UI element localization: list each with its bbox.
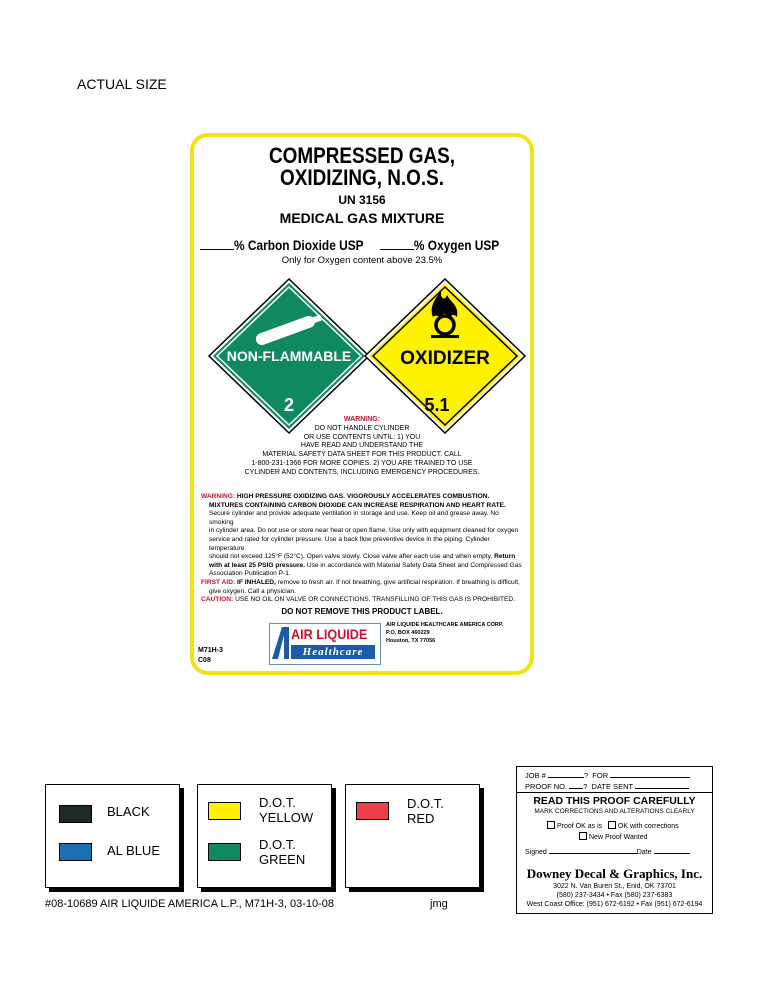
black-swatch — [59, 805, 92, 823]
swatch-card-1 — [45, 784, 180, 888]
warning-bold1: HIGH PRESSURE OXIDIZING GAS. VIGOROUSLY ACCELERATES COMBUSTION. — [236, 493, 490, 500]
warning-bold2: MIXTURES CONTAINING CARBON DIOXIDE CAN INCREASE RESPIRATION AND HEART RATE. — [209, 501, 506, 509]
proof-options: Proof OK as is OK with corrections — [547, 821, 679, 830]
swatch-card-3 — [345, 784, 480, 888]
gas-label — [190, 133, 534, 675]
dot-red-swatch — [356, 802, 389, 820]
address-line: P.O. BOX 460229 — [386, 630, 430, 636]
oxidizer-diamond — [365, 279, 525, 433]
new-proof-checkbox[interactable] — [579, 832, 587, 840]
date-field[interactable] — [654, 853, 690, 854]
handling-warning-line: DO NOT HANDLE CYLINDER — [314, 424, 410, 432]
first-aid-text: remove to fresh air. If not breathing, give artificial respiration. If breathing is difficult, — [277, 578, 520, 586]
warning-return: Return — [494, 553, 516, 561]
o2-blank — [380, 249, 414, 250]
job-footer-note: #08-10689 AIR LIQUIDE AMERICA L.P., M71H-3, 03-10-08 — [45, 898, 335, 910]
al-blue-label: AL BLUE — [107, 843, 160, 858]
caution-label: CAUTION: — [201, 596, 234, 604]
air-liquide-mark-icon — [272, 627, 289, 659]
warning-text: Use in accordance with Material Safety Data Sheet and Compressed Gas — [306, 561, 522, 569]
job-line: JOB # ? FOR — [525, 771, 690, 780]
label-subtitle: MEDICAL GAS MIXTURE — [279, 210, 445, 226]
warning-label: WARNING: — [201, 493, 236, 500]
hazard-statements — [201, 493, 523, 605]
air-liquide-logo — [269, 623, 379, 663]
swatch-card-2 — [197, 784, 332, 888]
warning-text: Association Publication P-1. — [209, 570, 291, 578]
logo-brand: AIR LIQUIDE — [291, 626, 368, 642]
un-number: UN 3156 — [338, 193, 386, 207]
proof-ok-checkbox[interactable] — [547, 821, 555, 829]
oxidizer-text: OXIDIZER — [400, 348, 490, 369]
black-label: BLACK — [107, 804, 150, 819]
label-revision: C08 — [198, 657, 211, 664]
dot-red-label: D.O.T. RED — [407, 796, 444, 826]
actual-size-note: ACTUAL SIZE — [77, 76, 167, 92]
proof-company-address: 3022 N. Van Buren St., Enid, OK 73701 (580) 237-3434 • Fax (580) 237-6383 West Coast Office: (951) 672-6192 • Fax (951) 672-6194 — [526, 883, 703, 908]
dot-green-swatch — [208, 843, 241, 861]
o2-text: % Oxygen USP — [413, 237, 500, 253]
proof-title: READ THIS PROOF CAREFULLY — [533, 795, 696, 807]
al-blue-swatch — [59, 843, 92, 861]
ok-corrections-checkbox[interactable] — [608, 821, 616, 829]
oxygen-note: Only for Oxygen content above 23.5% — [281, 255, 443, 266]
manufacturer-address — [386, 621, 503, 645]
warning-text: should not exceed 125°F (52°C). Open valve slowly. Close valve after each use and when empty. — [209, 553, 493, 561]
label-title-line1: COMPRESSED GAS, — [268, 143, 456, 168]
first-aid-bold: IF INHALED, — [237, 578, 276, 586]
new-proof-option: New Proof Wanted — [579, 832, 648, 841]
label-code: M71H-3 — [198, 647, 223, 654]
handling-warning-line: MATERIAL SAFETY DATA SHEET FOR THIS PRODUCT. CALL — [262, 451, 462, 459]
class-2-number: 2 — [283, 395, 295, 415]
warning-text: service and rated for cylinder pressure. Use a back flow preventive device in the piping. Cylinder temperature — [209, 535, 490, 552]
first-aid-text2: give oxygen. Call a physician. — [209, 587, 296, 595]
address-line: AIR LIQUIDE HEALTHCARE AMERICA CORP. — [386, 622, 504, 628]
handling-warning-line: 1-800-231-1366 FOR MORE COPIES. 2) YOU ARE TRAINED TO USE — [251, 459, 473, 467]
handling-warning-heading: WARNING: — [343, 416, 381, 423]
dot-yellow-label: D.O.T. YELLOW — [259, 795, 314, 825]
handling-warning-line: HAVE READ AND UNDERSTAND THE — [300, 442, 424, 450]
proof-company-name: Downey Decal & Graphics, Inc. — [526, 866, 703, 881]
do-not-remove-notice: DO NOT REMOVE THIS PRODUCT LABEL. — [281, 607, 443, 616]
dot-green-label: D.O.T. GREEN — [259, 837, 306, 867]
percent-row — [200, 237, 500, 253]
co2-blank — [200, 249, 234, 250]
handling-warning — [194, 416, 530, 478]
operator-initials: jmg — [430, 898, 448, 910]
non-flammable-diamond — [209, 279, 369, 433]
class-5-1-number: 5.1 — [424, 395, 450, 415]
handling-warning-line: OR USE CONTENTS UNTIL: 1) YOU — [303, 433, 421, 441]
warning-psig: with at least 25 PSIG pressure. — [209, 561, 306, 569]
logo-healthcare: Healthcare — [291, 645, 375, 659]
dot-yellow-swatch — [208, 802, 241, 820]
caution-text: USE NO OIL ON VALVE OR CONNECTIONS. TRANSFILLING OF THIS GAS IS PROHIBITED. — [235, 596, 515, 604]
non-flammable-text: NON-FLAMMABLE — [226, 348, 352, 364]
proof-subtitle: MARK CORRECTIONS AND ALTERATIONS CLEARLY — [534, 808, 695, 815]
signature-field[interactable] — [549, 853, 637, 854]
warning-text: Secure cylinder and provide adequate ventilation in storage and use. Keep oil and grease away. No smoking — [209, 510, 499, 526]
warning-text: in cylinder area. Do not use or store near heat or open flame. Use only with equipment cleaned for oxygen — [209, 527, 519, 535]
signature-line: Signed Date — [525, 849, 690, 856]
first-aid-label: FIRST AID: — [201, 578, 236, 586]
proof-no-line: PROOF NO. ? DATE SENT — [525, 782, 689, 791]
co2-text: % Carbon Dioxide USP — [234, 237, 364, 253]
handling-warning-line: CYLINDER AND CONTENTS, INCLUDING EMERGENCY PROCEDURES. — [244, 468, 480, 476]
address-line: Houston, TX 77056 — [386, 638, 436, 644]
label-title-line2: OXIDIZING, N.O.S. — [280, 165, 444, 190]
proof-approval-box — [516, 766, 713, 914]
hazard-diamonds — [207, 277, 527, 435]
